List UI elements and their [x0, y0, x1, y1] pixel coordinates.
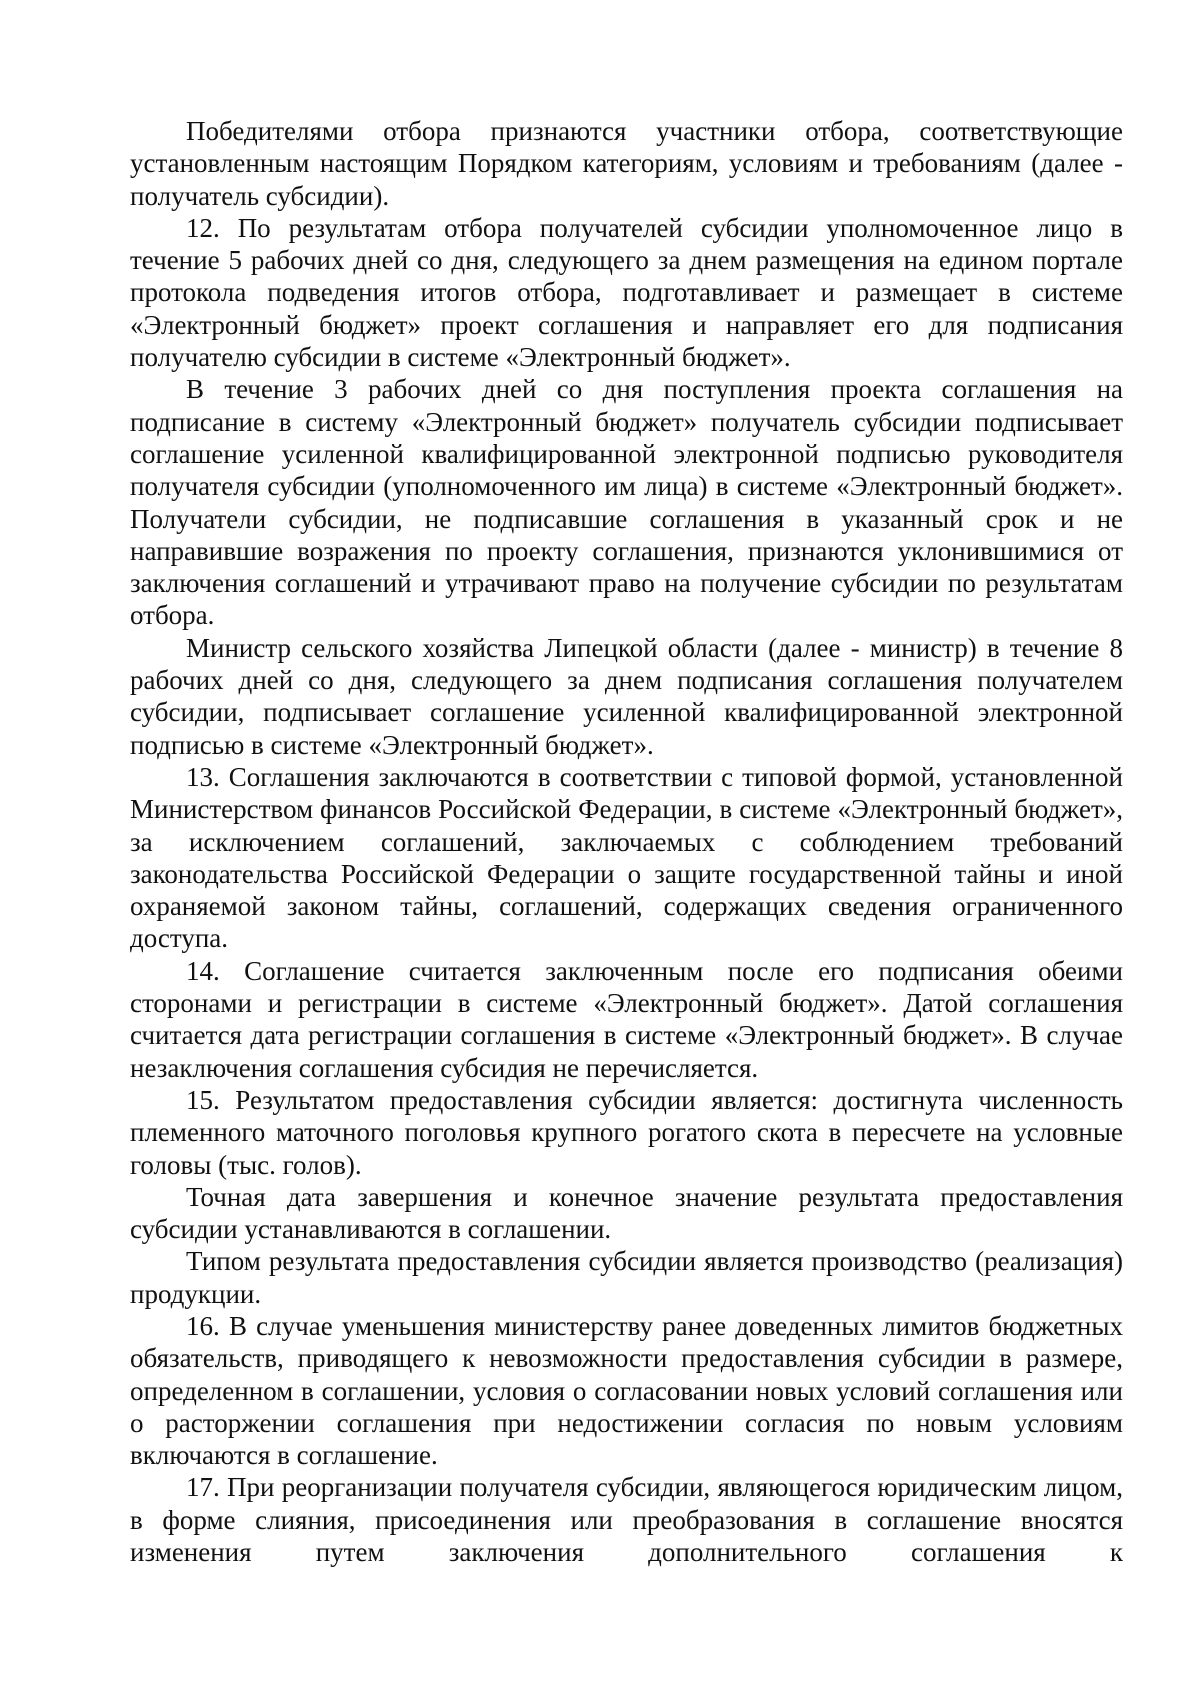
paragraph-winners: Победителями отбора признаются участники отбора, соответствующие установленным настоящим Порядком категориям, условиям и требованиям (далее - получатель субсидии). — [130, 116, 1123, 211]
paragraph-exact-date: Точная дата завершения и конечное значение результата предоставления субсидии устанавливаются в соглашении. — [130, 1181, 1123, 1245]
paragraph-16: 16. В случае уменьшения министерству ранее доведенных лимитов бюджетных обязательств, приводящего к невозможности предоставления субсидии в размере, определенном в соглашении, условия о согласовании новых условий соглашения или о расторжении соглашения при недостижении согласия по новым условиям включаются в соглашение. — [130, 1310, 1123, 1471]
paragraph-14: 14. Соглашение считается заключенным после его подписания обеими сторонами и регистрации в системе «Электронный бюджет». Датой соглашения считается дата регистрации соглашения в системе «Электронный бюджет». В случае незаключения соглашения субсидия не перечисляется. — [130, 955, 1123, 1083]
paragraph-result-type: Типом результата предоставления субсидии является производство (реализация) продукции. — [130, 1246, 1123, 1309]
document-page — [130, 115, 1123, 1568]
paragraph-signing-term: В течение 3 рабочих дней со дня поступления проекта соглашения на подписание в систему «Электронный бюджет» получатель субсидии подписывает соглашение усиленной квалифицированной электронной подписью руководителя получателя субсидии (уполномоченного им лица) в системе «Электронный бюджет». Получатели субсидии, не подписавшие соглашения в указанный срок и не направившие возражения по проекту соглашения, признаются уклонившимися от заключения соглашений и утрачивают право на получение субсидии по результатам отбора. — [130, 374, 1123, 631]
paragraph-13: 13. Соглашения заключаются в соответствии с типовой формой, установленной Министерством финансов Российской Федерации, в системе «Электронный бюджет», за исключением соглашений, заключаемых с соблюдением требований законодательства Российской Федерации о защите государственной тайны и иной охраняемой законом тайны, соглашений, содержащих сведения ограниченного доступа. — [130, 761, 1123, 954]
paragraph-17: 17. При реорганизации получателя субсидии, являющегося юридическим лицом, в форме слияния, присоединения или преобразования в соглашение вносятся изменения путем заключения дополнительного соглашения к — [130, 1472, 1123, 1568]
paragraph-15: 15. Результатом предоставления субсидии является: достигнута численность племенного маточного поголовья крупного рогатого скота в пересчете на условные головы (тыс. голов). — [130, 1084, 1123, 1180]
paragraph-12: 12. По результатам отбора получателей субсидии уполномоченное лицо в течение 5 рабочих дней со дня, следующего за днем размещения на едином портале протокола подведения итогов отбора, подготавливает и размещает в системе «Электронный бюджет» проект соглашения и направляет его для подписания получателю субсидии в системе «Электронный бюджет». — [130, 212, 1123, 373]
paragraph-minister: Министр сельского хозяйства Липецкой области (далее - министр) в течение 8 рабочих дней со дня, следующего за днем подписания соглашения получателем субсидии, подписывает соглашение усиленной квалифицированной электронной подписью в системе «Электронный бюджет». — [130, 632, 1123, 760]
